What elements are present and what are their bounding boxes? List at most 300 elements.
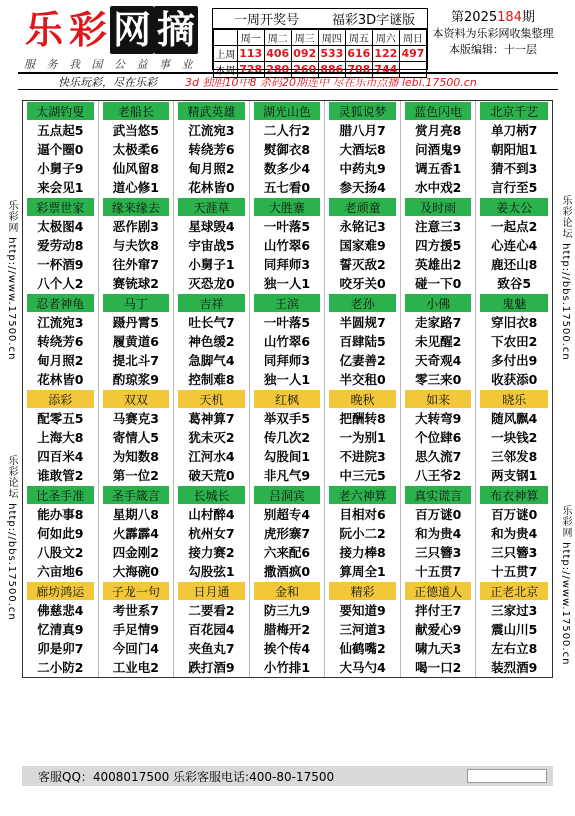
- clue-line: 中三元5: [339, 468, 386, 483]
- clue-line: 小舅子1: [188, 257, 235, 272]
- author-name[interactable]: 金和: [253, 581, 322, 601]
- clue-cell: [476, 217, 552, 293]
- header-cell: [23, 197, 99, 217]
- header-cell: [401, 293, 477, 313]
- issue-prefix: 第2025: [451, 10, 498, 25]
- clue-line: 多付出9: [491, 353, 538, 368]
- author-name[interactable]: 彩票世家: [26, 197, 95, 217]
- clue-cell: [250, 409, 326, 485]
- edition-title: 福彩3D字谜版: [331, 13, 416, 28]
- header-cell: [23, 101, 99, 121]
- clue-cell: [476, 601, 552, 677]
- header-cell: [325, 485, 401, 505]
- editor-note: 本版编辑：十一层: [449, 43, 537, 56]
- draw-cell: 260: [291, 62, 318, 78]
- clue-line: 酌琼浆9: [112, 372, 159, 387]
- header-cell: [401, 485, 477, 505]
- content-row: [23, 409, 552, 485]
- clue-line: 上海大8: [37, 430, 84, 445]
- clue-line: 接力赛2: [188, 545, 235, 560]
- clue-line: 吐长气7: [188, 315, 235, 330]
- clue-line: 非凡气9: [263, 468, 311, 483]
- header-cell: [325, 389, 401, 409]
- clue-cell: [23, 601, 99, 677]
- clue-line: 一为别1: [339, 430, 386, 445]
- header-cell: [401, 389, 477, 409]
- clue-line: 八股文2: [37, 545, 84, 560]
- clue-line: 一叶落5: [263, 219, 311, 234]
- clue-cell: [174, 505, 250, 581]
- clue-cell: [476, 121, 552, 197]
- clue-line: 转绕芳6: [37, 334, 84, 349]
- author-name[interactable]: 湖光山色: [253, 101, 322, 121]
- clue-line: 百万谜0: [491, 507, 538, 522]
- clue-line: 江流宛3: [37, 315, 84, 330]
- header-cell: [23, 581, 99, 601]
- clue-cell: [401, 313, 477, 389]
- author-name[interactable]: 比圣手准: [26, 485, 95, 505]
- clue-cell: [23, 505, 99, 581]
- header-cell: [476, 293, 552, 313]
- clue-line: 未见醒2: [415, 334, 462, 349]
- author-name[interactable]: 大胜寨: [253, 197, 322, 217]
- clue-line: 献爱心9: [415, 622, 462, 637]
- logo-char: 乐: [24, 8, 63, 52]
- author-name[interactable]: 双双: [102, 389, 171, 409]
- header-cell: [476, 197, 552, 217]
- author-name[interactable]: 老六神算: [328, 485, 397, 505]
- clue-line: 永铭记3: [339, 219, 386, 234]
- clue-line: 谁敢管2: [37, 468, 84, 483]
- clue-line: 仙鹤嘴2: [339, 641, 386, 656]
- clue-line: 三家过3: [491, 603, 538, 618]
- clue-line: 往外窜7: [112, 257, 159, 272]
- issue-suffix: 期: [521, 10, 535, 25]
- header-cell: [99, 485, 175, 505]
- header-cell: [250, 389, 326, 409]
- header-cell: [250, 101, 326, 121]
- clue-cell: [476, 409, 552, 485]
- clue-line: 零三来0: [415, 372, 462, 387]
- footer-blank-box: [467, 769, 547, 783]
- header-row: [23, 389, 552, 409]
- clue-line: 算周全1: [339, 564, 386, 579]
- author-name[interactable]: 老顽童: [328, 197, 397, 217]
- clue-line: 忆清真9: [37, 622, 84, 637]
- clue-line: 四金刚2: [112, 545, 159, 560]
- clue-line: 言行至5: [491, 180, 538, 195]
- customer-service[interactable]: 客服QQ：4008017500 乐彩客服电话:400-80-17500: [38, 769, 335, 784]
- clue-line: 宇宙战5: [188, 238, 235, 253]
- content-row: [23, 217, 552, 293]
- side-url-left-1[interactable]: 乐彩网 http://www.17500.cn: [6, 200, 17, 361]
- author-name[interactable]: 北京千艺: [479, 101, 549, 121]
- clue-line: 转绕芳6: [188, 142, 235, 157]
- clue-line: 太极柔6: [112, 142, 159, 157]
- clue-line: 同拜师3: [263, 257, 311, 272]
- clue-line: 仙风留8: [112, 161, 159, 176]
- clue-line: 星期八8: [112, 507, 159, 522]
- clue-line: 不进院3: [339, 449, 386, 464]
- clue-line: 赏月亮8: [415, 123, 462, 138]
- author-name[interactable]: 鬼魅: [479, 293, 549, 313]
- author-name[interactable]: 小佛: [404, 293, 473, 313]
- clue-cell: [99, 217, 175, 293]
- clue-cell: [401, 409, 477, 485]
- clue-line: 左右立8: [491, 641, 538, 656]
- clue-line: 勾股间1: [263, 449, 311, 464]
- clue-cell: [23, 409, 99, 485]
- clue-line: 一起点2: [491, 219, 538, 234]
- clue-cell: [174, 121, 250, 197]
- author-name[interactable]: 吕洞宾: [253, 485, 322, 505]
- puzzle-grid: [22, 100, 553, 678]
- clue-line: 亿妻善2: [339, 353, 386, 368]
- weekly-draw-box: [212, 8, 428, 77]
- clue-line: 逼个圈0: [37, 142, 84, 157]
- clue-line: 爱劳动8: [37, 238, 84, 253]
- clue-cell: [99, 409, 175, 485]
- draw-cell: 886: [318, 62, 345, 78]
- side-url-left-2[interactable]: 乐彩论坛 http://bbs.17500.cn: [6, 455, 17, 621]
- header-cell: [476, 581, 552, 601]
- clue-line: 两支钢1: [491, 468, 538, 483]
- content-row: [23, 505, 552, 581]
- clue-line: 注意三3: [415, 219, 462, 234]
- clue-line: 中药丸9: [339, 161, 386, 176]
- clue-line: 二小防2: [37, 660, 84, 675]
- clue-cell: [23, 121, 99, 197]
- clue-cell: [476, 313, 552, 389]
- source-note: 本资料为乐彩网收集整理: [432, 27, 554, 40]
- author-name[interactable]: 老孙: [328, 293, 397, 313]
- header-cell: [174, 389, 250, 409]
- tagline-slogan: 快乐玩彩，尽在乐彩: [58, 75, 157, 89]
- clue-line: 道心修1: [112, 180, 159, 195]
- side-url-right-2[interactable]: 乐彩网 http://www.17500.cn: [560, 505, 571, 666]
- clue-cell: [325, 121, 401, 197]
- author-name[interactable]: 灵狐说梦: [328, 101, 397, 121]
- clue-line: 接力棒8: [339, 545, 386, 560]
- clue-line: 要知道9: [339, 603, 386, 618]
- author-name[interactable]: 天涯草: [177, 197, 246, 217]
- clue-line: 虎形寨7: [263, 526, 311, 541]
- draw-cell: 708: [345, 62, 372, 78]
- author-name[interactable]: 添彩: [26, 389, 95, 409]
- header-cell: [174, 485, 250, 505]
- header-cell: [23, 485, 99, 505]
- clue-line: 一叶落5: [263, 315, 311, 330]
- clue-line: 六来配6: [263, 545, 311, 560]
- tagline-bar: [18, 72, 558, 90]
- draw-cell: 406: [264, 46, 291, 62]
- logo-char: 摘: [154, 6, 198, 54]
- header-cell: [174, 293, 250, 313]
- draw-cell: 533: [318, 46, 345, 62]
- author-name[interactable]: 晚秋: [328, 389, 397, 409]
- logo[interactable]: [22, 6, 212, 58]
- clue-cell: [250, 313, 326, 389]
- clue-cell: [99, 313, 175, 389]
- clue-line: 破天荒0: [188, 468, 235, 483]
- clue-line: 三河道3: [339, 622, 386, 637]
- header-row: [23, 581, 552, 601]
- clue-line: 心连心4: [491, 238, 538, 253]
- clue-line: 武当悠5: [112, 123, 159, 138]
- author-name[interactable]: 长城长: [177, 485, 246, 505]
- draw-cell: 周五: [345, 30, 372, 46]
- header-cell: [250, 197, 326, 217]
- author-name[interactable]: 晓乐: [479, 389, 549, 409]
- draw-cell: 744: [372, 62, 399, 78]
- clue-line: 英雄出2: [415, 257, 462, 272]
- clue-cell: [99, 601, 175, 677]
- logo-char: 彩: [68, 8, 107, 52]
- clue-line: 挨个传4: [263, 641, 311, 656]
- clue-cell: [99, 121, 175, 197]
- footer: [22, 766, 553, 786]
- clue-line: 碰一下0: [415, 276, 462, 291]
- clue-line: 来会见1: [37, 180, 84, 195]
- clue-cell: [250, 217, 326, 293]
- clue-line: 三只簪3: [415, 545, 462, 560]
- author-name[interactable]: 日月通: [177, 581, 246, 601]
- clue-cell: [476, 505, 552, 581]
- clue-line: 单刀柄7: [491, 123, 538, 138]
- header-cell: [476, 101, 552, 121]
- draw-cell: 周三: [291, 30, 318, 46]
- clue-cell: [401, 505, 477, 581]
- clue-line: 国家难9: [339, 238, 386, 253]
- clue-line: 佛慈悲4: [37, 603, 84, 618]
- clue-line: 火霹霹4: [112, 526, 159, 541]
- author-name[interactable]: 蓝色闪电: [404, 101, 473, 121]
- header-cell: [476, 485, 552, 505]
- clue-line: 十五贯7: [491, 564, 538, 579]
- clue-line: 今回门4: [112, 641, 159, 656]
- clue-line: 问酒鬼9: [415, 142, 462, 157]
- header-cell: [23, 389, 99, 409]
- clue-line: 和为贵4: [491, 526, 538, 541]
- clue-line: 赛铳球2: [112, 276, 159, 291]
- clue-line: 花林皆0: [188, 180, 235, 195]
- clue-line: 朝阳旭1: [491, 142, 538, 157]
- clue-line: 随风飘4: [491, 411, 538, 426]
- clue-line: 山竹翠6: [263, 334, 311, 349]
- header: [18, 6, 558, 96]
- clue-cell: [325, 505, 401, 581]
- clue-line: 甸月照2: [188, 161, 235, 176]
- header-cell: [250, 293, 326, 313]
- clue-line: 蹑丹霄5: [112, 315, 159, 330]
- clue-line: 三邻发8: [491, 449, 538, 464]
- clue-line: 半圆规7: [339, 315, 386, 330]
- clue-line: 马赛克3: [112, 411, 159, 426]
- clue-line: 誓灭敌2: [339, 257, 386, 272]
- clue-line: 天奇观4: [415, 353, 462, 368]
- content-row: [23, 601, 552, 677]
- content-row: [23, 121, 552, 197]
- clue-line: 第一位2: [112, 468, 159, 483]
- author-name[interactable]: 布衣神算: [479, 485, 549, 505]
- clue-line: 控制难8: [188, 372, 235, 387]
- clue-line: 调五香1: [415, 161, 462, 176]
- clue-line: 八个人2: [37, 276, 84, 291]
- clue-cell: [99, 505, 175, 581]
- clue-line: 喝一口2: [415, 660, 462, 675]
- clue-line: 神色缓2: [188, 334, 235, 349]
- clue-line: 致谷5: [497, 276, 532, 291]
- clue-line: 啸九天3: [415, 641, 462, 656]
- draw-cell: 616: [345, 46, 372, 62]
- header-cell: [99, 581, 175, 601]
- clue-line: 百肆陆5: [339, 334, 386, 349]
- clue-line: 五七看0: [263, 180, 311, 195]
- clue-line: 何如此9: [37, 526, 84, 541]
- clue-line: 为知数8: [112, 449, 159, 464]
- author-name[interactable]: 缘来缘去: [102, 197, 171, 217]
- author-name[interactable]: 子龙一句: [102, 581, 171, 601]
- clue-line: 百花园4: [188, 622, 235, 637]
- author-name[interactable]: 忍者神龟: [26, 293, 95, 313]
- author-name[interactable]: 老船长: [102, 101, 171, 121]
- clue-line: 参天扬4: [339, 180, 386, 195]
- clue-line: 山村醉4: [188, 507, 235, 522]
- clue-line: 走家路7: [415, 315, 462, 330]
- author-name[interactable]: 廊坊鸿运: [26, 581, 95, 601]
- clue-cell: [174, 601, 250, 677]
- clue-line: 四百米4: [37, 449, 84, 464]
- clue-line: 大转弯9: [415, 411, 462, 426]
- clue-line: 犹未灭2: [188, 430, 235, 445]
- clue-line: 急脚气4: [188, 353, 235, 368]
- clue-cell: [174, 217, 250, 293]
- clue-line: 跌打酒9: [188, 660, 235, 675]
- draw-cell: 周二: [264, 30, 291, 46]
- clue-cell: [174, 409, 250, 485]
- clue-line: 二要看2: [188, 603, 235, 618]
- side-url-right-1[interactable]: 乐彩论坛 http://bbs.17500.cn: [560, 195, 571, 361]
- header-cell: [325, 197, 401, 217]
- clue-line: 大酒坛8: [339, 142, 386, 157]
- header-cell: [401, 581, 477, 601]
- author-name[interactable]: 姜太公: [479, 197, 549, 217]
- clue-line: 阮小二2: [339, 526, 386, 541]
- author-name[interactable]: 如来: [404, 389, 473, 409]
- clue-cell: [23, 217, 99, 293]
- clue-line: 百万谜0: [415, 507, 462, 522]
- author-name[interactable]: 王滨: [253, 293, 322, 313]
- header-row: [23, 485, 552, 505]
- author-name[interactable]: 及时雨: [404, 197, 473, 217]
- header-row: [23, 101, 552, 121]
- clue-line: 与夫饮8: [112, 238, 159, 253]
- clue-line: 熨御衣8: [263, 142, 311, 157]
- clue-cell: [250, 121, 326, 197]
- clue-line: 夹鱼丸7: [188, 641, 235, 656]
- logo-char: 网: [110, 6, 154, 54]
- header-cell: [250, 581, 326, 601]
- clue-line: 小舅子9: [37, 161, 84, 176]
- author-name[interactable]: 马丁: [102, 293, 171, 313]
- draw-cell: 本周: [214, 62, 238, 78]
- draw-cell: 092: [291, 46, 318, 62]
- weekly-title: 一周开奖号: [233, 13, 299, 28]
- issue-number: 184: [497, 10, 522, 25]
- header-cell: [250, 485, 326, 505]
- clue-line: 腊八月7: [339, 123, 386, 138]
- clue-line: 传几次2: [263, 430, 311, 445]
- clue-line: 寄情人5: [112, 430, 159, 445]
- author-name[interactable]: 正老北京: [479, 581, 549, 601]
- clue-line: 考世系7: [112, 603, 159, 618]
- draw-cell: 上周: [214, 46, 238, 62]
- clue-line: 一块钱2: [491, 430, 538, 445]
- clue-line: 八王爷2: [415, 468, 462, 483]
- clue-line: 葛神算7: [188, 411, 235, 426]
- clue-line: 举双手5: [263, 411, 311, 426]
- clue-line: 江流宛3: [188, 123, 235, 138]
- clue-line: 提北斗7: [112, 353, 159, 368]
- header-cell: [401, 101, 477, 121]
- clue-line: 太极图4: [37, 219, 84, 234]
- clue-line: 能办事8: [37, 507, 84, 522]
- clue-line: 四方援5: [415, 238, 462, 253]
- clue-line: 把酬转8: [339, 411, 386, 426]
- clue-line: 半交租0: [339, 372, 386, 387]
- author-name[interactable]: 天机: [177, 389, 246, 409]
- clue-line: 山竹翠6: [263, 238, 311, 253]
- clue-line: 十五贯7: [415, 564, 462, 579]
- clue-cell: [23, 313, 99, 389]
- clue-line: 卯是卯7: [37, 641, 84, 656]
- header-cell: [99, 293, 175, 313]
- clue-line: 甸月照2: [37, 353, 84, 368]
- clue-line: 思久流7: [415, 449, 462, 464]
- draw-cell: 周四: [318, 30, 345, 46]
- clue-cell: [250, 505, 326, 581]
- clue-line: 下农田2: [491, 334, 538, 349]
- draw-cell: 周日: [399, 30, 426, 46]
- author-name[interactable]: 太湖钓叟: [26, 101, 95, 121]
- draw-cell: 280: [264, 62, 291, 78]
- author-name[interactable]: 精彩: [328, 581, 397, 601]
- clue-cell: [325, 217, 401, 293]
- author-name[interactable]: 红枫: [253, 389, 322, 409]
- author-name[interactable]: 圣手箴言: [102, 485, 171, 505]
- header-cell: [325, 293, 401, 313]
- tagline-promo[interactable]: 3d 独胆10中8 杀码20期连中 尽在乐币点播 lebi.17500.cn: [185, 75, 477, 89]
- author-name[interactable]: 精武英雄: [177, 101, 246, 121]
- author-name[interactable]: 真实谎言: [404, 485, 473, 505]
- clue-line: 恶作剧3: [112, 219, 159, 234]
- header-cell: [174, 197, 250, 217]
- clue-line: 花林皆0: [37, 372, 84, 387]
- clue-cell: [174, 313, 250, 389]
- clue-line: 手足情9: [112, 622, 159, 637]
- clue-line: 工业电2: [112, 660, 159, 675]
- draw-cell: 122: [372, 46, 399, 62]
- author-name[interactable]: 吉祥: [177, 293, 246, 313]
- header-cell: [476, 389, 552, 409]
- clue-cell: [325, 409, 401, 485]
- header-cell: [401, 197, 477, 217]
- clue-line: 防三九9: [263, 603, 311, 618]
- clue-line: 独一人1: [263, 276, 311, 291]
- author-name[interactable]: 正德道人: [404, 581, 473, 601]
- clue-line: 腊梅开2: [263, 622, 311, 637]
- clue-line: 同拜师3: [263, 353, 311, 368]
